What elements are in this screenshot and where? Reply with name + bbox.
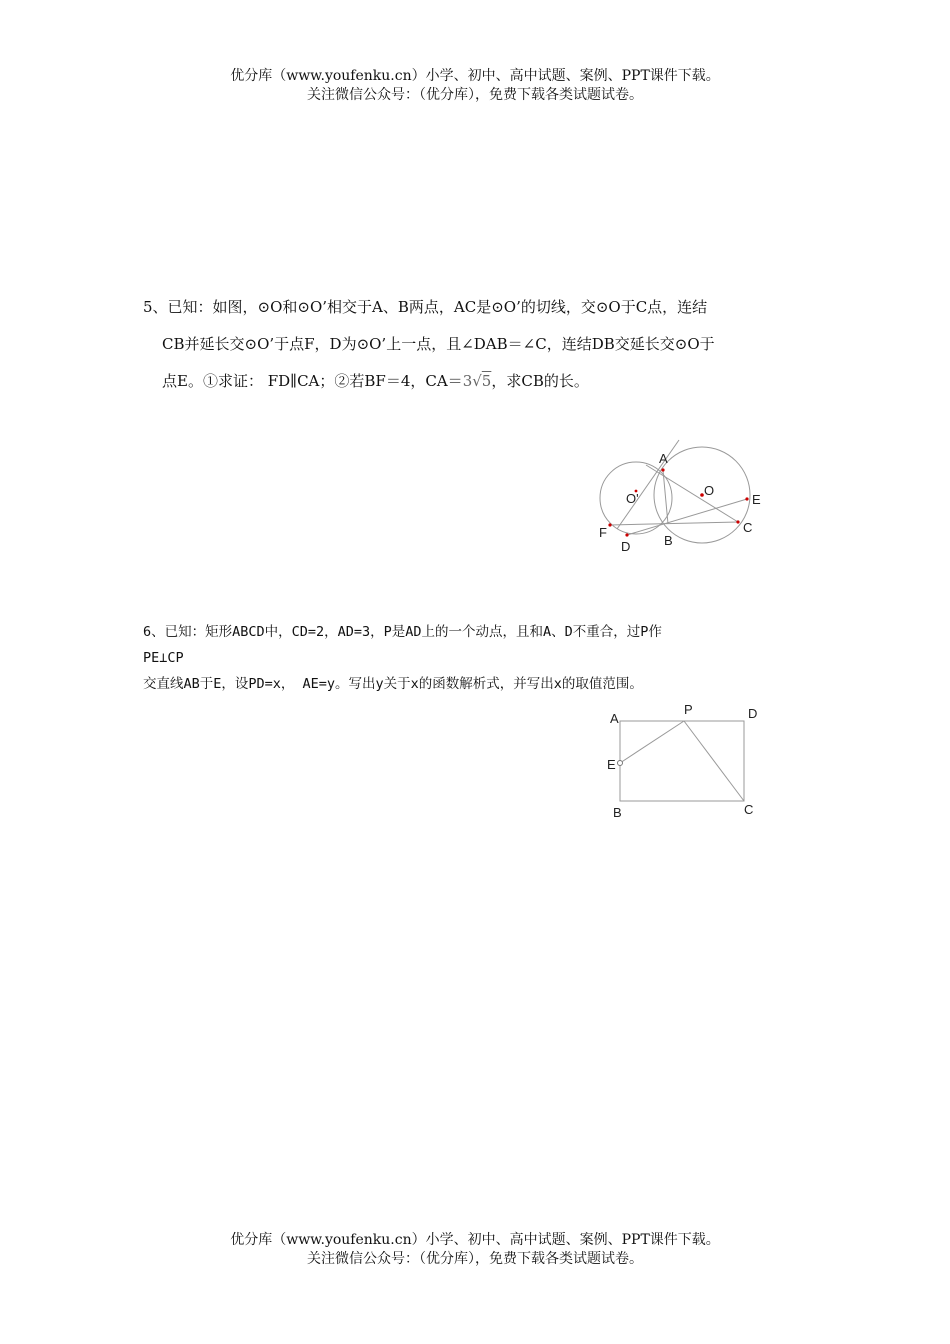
- radical-coefficient: 3: [462, 372, 473, 390]
- footer-line-1: 优分库（www.youfenku.cn）小学、初中、高中试题、案例、PPT课件下载。: [230, 1232, 720, 1248]
- line-pc: [684, 721, 744, 801]
- problem-6-line-2: PE⊥CP: [143, 650, 184, 666]
- label-b: B: [613, 805, 622, 820]
- label-c: C: [744, 802, 754, 817]
- rectangle-abcd: [620, 721, 744, 801]
- label-o-prime: O': [626, 491, 639, 506]
- line-fc: [610, 522, 738, 525]
- header-line-1: 优分库（www.youfenku.cn）小学、初中、高中试题、案例、PPT课件下载。: [230, 68, 720, 84]
- point-f: [608, 523, 611, 526]
- problem-5-line-2: CB并延长交⊙O’于点F，D为⊙O’上一点，且∠DAB＝∠C，连结DB交延长交⊙O于: [162, 335, 715, 353]
- radical-sign: √: [472, 372, 482, 390]
- label-e: E: [607, 757, 616, 772]
- footer-line-2: 关注微信公众号：（优分库），免费下载各类试题试卷。: [307, 1251, 643, 1267]
- rectangle-figure: [600, 698, 775, 828]
- line-tangent-ac: [646, 465, 738, 522]
- label-o: O: [704, 483, 715, 498]
- point-e-open: [618, 761, 623, 766]
- label-a: A: [610, 711, 619, 726]
- label-f: F: [599, 525, 607, 540]
- problem-5-line-3-text: 点E。①求证： FD∥CA；②若BF＝4，CA＝: [162, 372, 463, 390]
- page-header: [0, 67, 950, 105]
- radical-expression: [463, 372, 492, 390]
- point-e: [745, 497, 748, 500]
- page-footer: [0, 1231, 950, 1269]
- label-d: D: [621, 539, 631, 554]
- problem-6: [143, 619, 813, 697]
- header-line-2: 关注微信公众号：（优分库），免费下载各类试题试卷。: [307, 87, 643, 103]
- label-p: P: [684, 702, 693, 717]
- point-d: [625, 533, 628, 536]
- problem-5-line-3-end: ，求CB的长。: [491, 372, 589, 390]
- label-b: B: [664, 533, 673, 548]
- problem-5-line-3: [143, 363, 813, 400]
- circles-figure: [590, 435, 775, 560]
- label-e: E: [752, 492, 761, 507]
- radical-value: 5: [481, 372, 492, 390]
- label-a: A: [659, 451, 668, 466]
- point-a: [661, 468, 664, 471]
- line-pe: [620, 721, 684, 763]
- label-c: C: [743, 520, 753, 535]
- problem-6-line-1: 6、已知：矩形ABCD中，CD=2，AD=3，P是AD上的一个动点，且和A、D不重合，过P作: [143, 624, 662, 640]
- label-d: D: [748, 706, 758, 721]
- problem-5-line-1: 5、已知：如图，⊙O和⊙O’相交于A、B两点，AC是⊙O’的切线，交⊙O于C点，连结: [143, 298, 708, 316]
- problem-6-line-3: 交直线AB于E，设PD=x， AE=y。写出y关于x的函数解析式，并写出x的取值范围。: [143, 676, 643, 692]
- point-c: [736, 520, 739, 523]
- problem-5: [143, 289, 813, 400]
